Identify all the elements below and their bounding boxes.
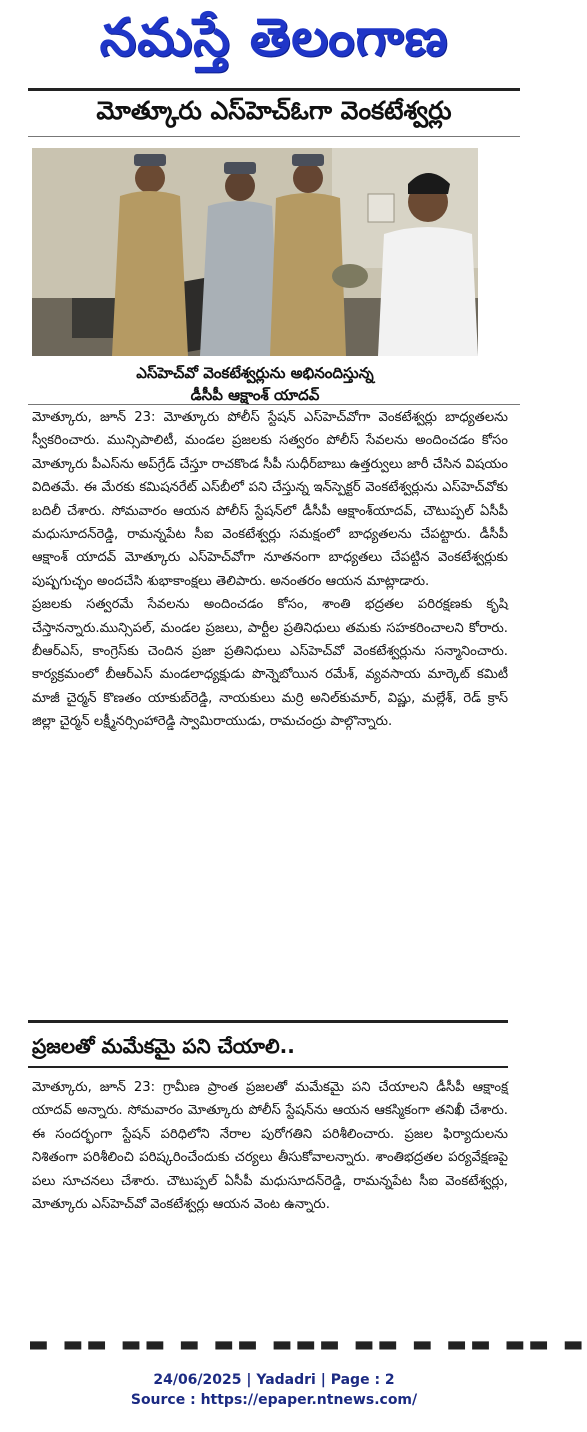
newspaper-masthead	[0, 0, 548, 80]
footer-edition-info: 24/06/2025 | Yadadri | Page : 2	[153, 1372, 395, 1388]
body-paragraph: మోత్కూరు, జూన్ 23: మోత్కూరు పోలీస్ స్టేషన్ ఎస్‌హెచ్‌వోగా వెంకటేశ్వర్లు బాధ్యతలను స్వీకరించారు. మున్సిపాలిటీ, మండల ప్రజలకు సత్వరం పోలీస్ సేవలను అందించడం కోసం మోత్కూరు పీఎస్‌ను అప్‌గ్రేడ్ చేస్తూ రాచకొండ సీపీ సుధీర్‌బాబు ఉత్తర్వులు జారీ చేసిన విషయం విదితమే. ఈ మేరకు కమిషనరేట్ ఎస్‌బీలో పని చేస్తున్న ఇన్‌స్పెక్టర్ వెంకటేశ్వర్లును ఎస్‌హెచ్‌వోకు బదిలీ చేశారు. సోమవారం ఆయన పోలీస్ స్టేషన్‌లో డీసీపీ ఆక్షాంశ్‌యాదవ్, చౌటుప్పల్ ఏసీపీ మధుసూదన్‌రెడ్డి, రామన్నపేట సీఐ వెంకటేశ్వర్లు సమక్షంలో బాధ్యతలను చేపట్టారు. డీసీపీ ఆక్షాంశ్ యాదవ్ మోత్కూరు ఎస్‌హెచ్‌వోగా నూతనంగా బాధ్యతలు చేపట్టిన వెంకటేశ్వర్లుకు పుష్పగుచ్ఛం అందచేసి శుభాకాంక్షలు తెలిపారు. అనంతరం ఆయన మాట్లాడారు.	[32, 410, 508, 589]
masthead-divider	[28, 88, 520, 91]
photo-caption-line-1: ఎస్‌హెచ్‌వో వెంకటేశ్వర్లును అభినందిస్తున్న	[136, 364, 374, 382]
photo-caption	[32, 362, 478, 406]
footer-source-link[interactable]: Source : https://epaper.ntnews.com/	[130, 1392, 418, 1408]
article-photo	[32, 148, 478, 356]
subhead-divider	[28, 1066, 508, 1068]
photo-caption-line-2: డీసీపీ ఆక్షాంశ్ యాదవ్	[190, 386, 320, 404]
article-body-2	[32, 1076, 508, 1216]
body-paragraph: ప్రజలకు సత్వరమే సేవలను అందించడం కోసం, శాంతి భద్రతల పరిరక్షణకు కృషి చేస్తానన్నారు.మున్సిపల్, మండల ప్రజలు, పార్టీల ప్రతినిధులు తమకు సహకరించాలని కోరారు. బీఆర్ఎస్, కాంగ్రెస్‌కు చెందిన ప్రజా ప్రతినిధులు ఎస్‌హెచ్‌వో వెంకటేశ్వర్లును సన్మానించారు. కార్యక్రమంలో బీఆర్ఎస్ మండలాధ్యక్షుడు పొన్నెబోయిన రమేశ్, వ్యవసాయ మార్కెట్ కమిటీ మాజీ చైర్మన్ కొణతం యాకుబ్‌రెడ్డి, నాయకులు మర్రి అనిల్‌కుమార్, విష్ణు, మల్లేశ్, రెడ్ క్రాస్ జిల్లా చైర్మన్ లక్ష్మీనర్సింహారెడ్డి స్వామిరాయుడు, రామచంద్రు పాల్గొన్నారు.	[32, 597, 508, 730]
page-footer	[0, 1370, 548, 1410]
body-paragraph: మోత్కూరు, జూన్ 23: గ్రామీణ ప్రాంత ప్రజలతో మమేకమై పని చేయాలని డీసీపీ ఆక్షాంక్ష యాదవ్ అన్నారు. సోమవారం మోత్కూరు పోలీస్ స్టేషన్‌ను ఆయన ఆకస్మికంగా తనిఖీ చేశారు. ఈ సందర్భంగా స్టేషన్ పరిధిలోని నేరాల పురోగతిని పరిశీలించారు. ప్రజల ఫిర్యాదులను నిశితంగా పరిశీలించి పరిష్కరించేందుకు చర్యలు తీసుకోవాలన్నారు. శాంతిభద్రతల పర్యవేక్షణపై పలు సూచనలు చేశారు. చౌటుప్పల్ ఏసీపీ మధుసూదన్‌రెడ్డి, రామన్నపేట సీఐ వెంకటేశ్వర్లు, మోత్కూరు ఎస్‌హెచ్‌వో వెంకటేశ్వర్లు ఆయన వెంట ఉన్నారు.	[32, 1080, 508, 1213]
cropped-next-headline: ▬ ▬▬ ▬▬ ▬ ▬▬ ▬▬▬ ▬▬ ▬ ▬▬ ▬▬ ▬	[28, 1332, 587, 1357]
masthead-title: నమస్తే తెలంగాణ	[99, 7, 449, 68]
article-headline: మోత్కూరు ఎస్‌హెచ్‌ఓగా వెంకటేశ్వర్లు	[96, 96, 452, 125]
headline-divider	[28, 136, 520, 137]
section-divider	[28, 1020, 508, 1023]
caption-divider	[28, 404, 520, 405]
article-subheadline: ప్రజలతో మమేకమై పని చేయాలి..	[32, 1034, 295, 1058]
article-body-1	[32, 406, 508, 734]
